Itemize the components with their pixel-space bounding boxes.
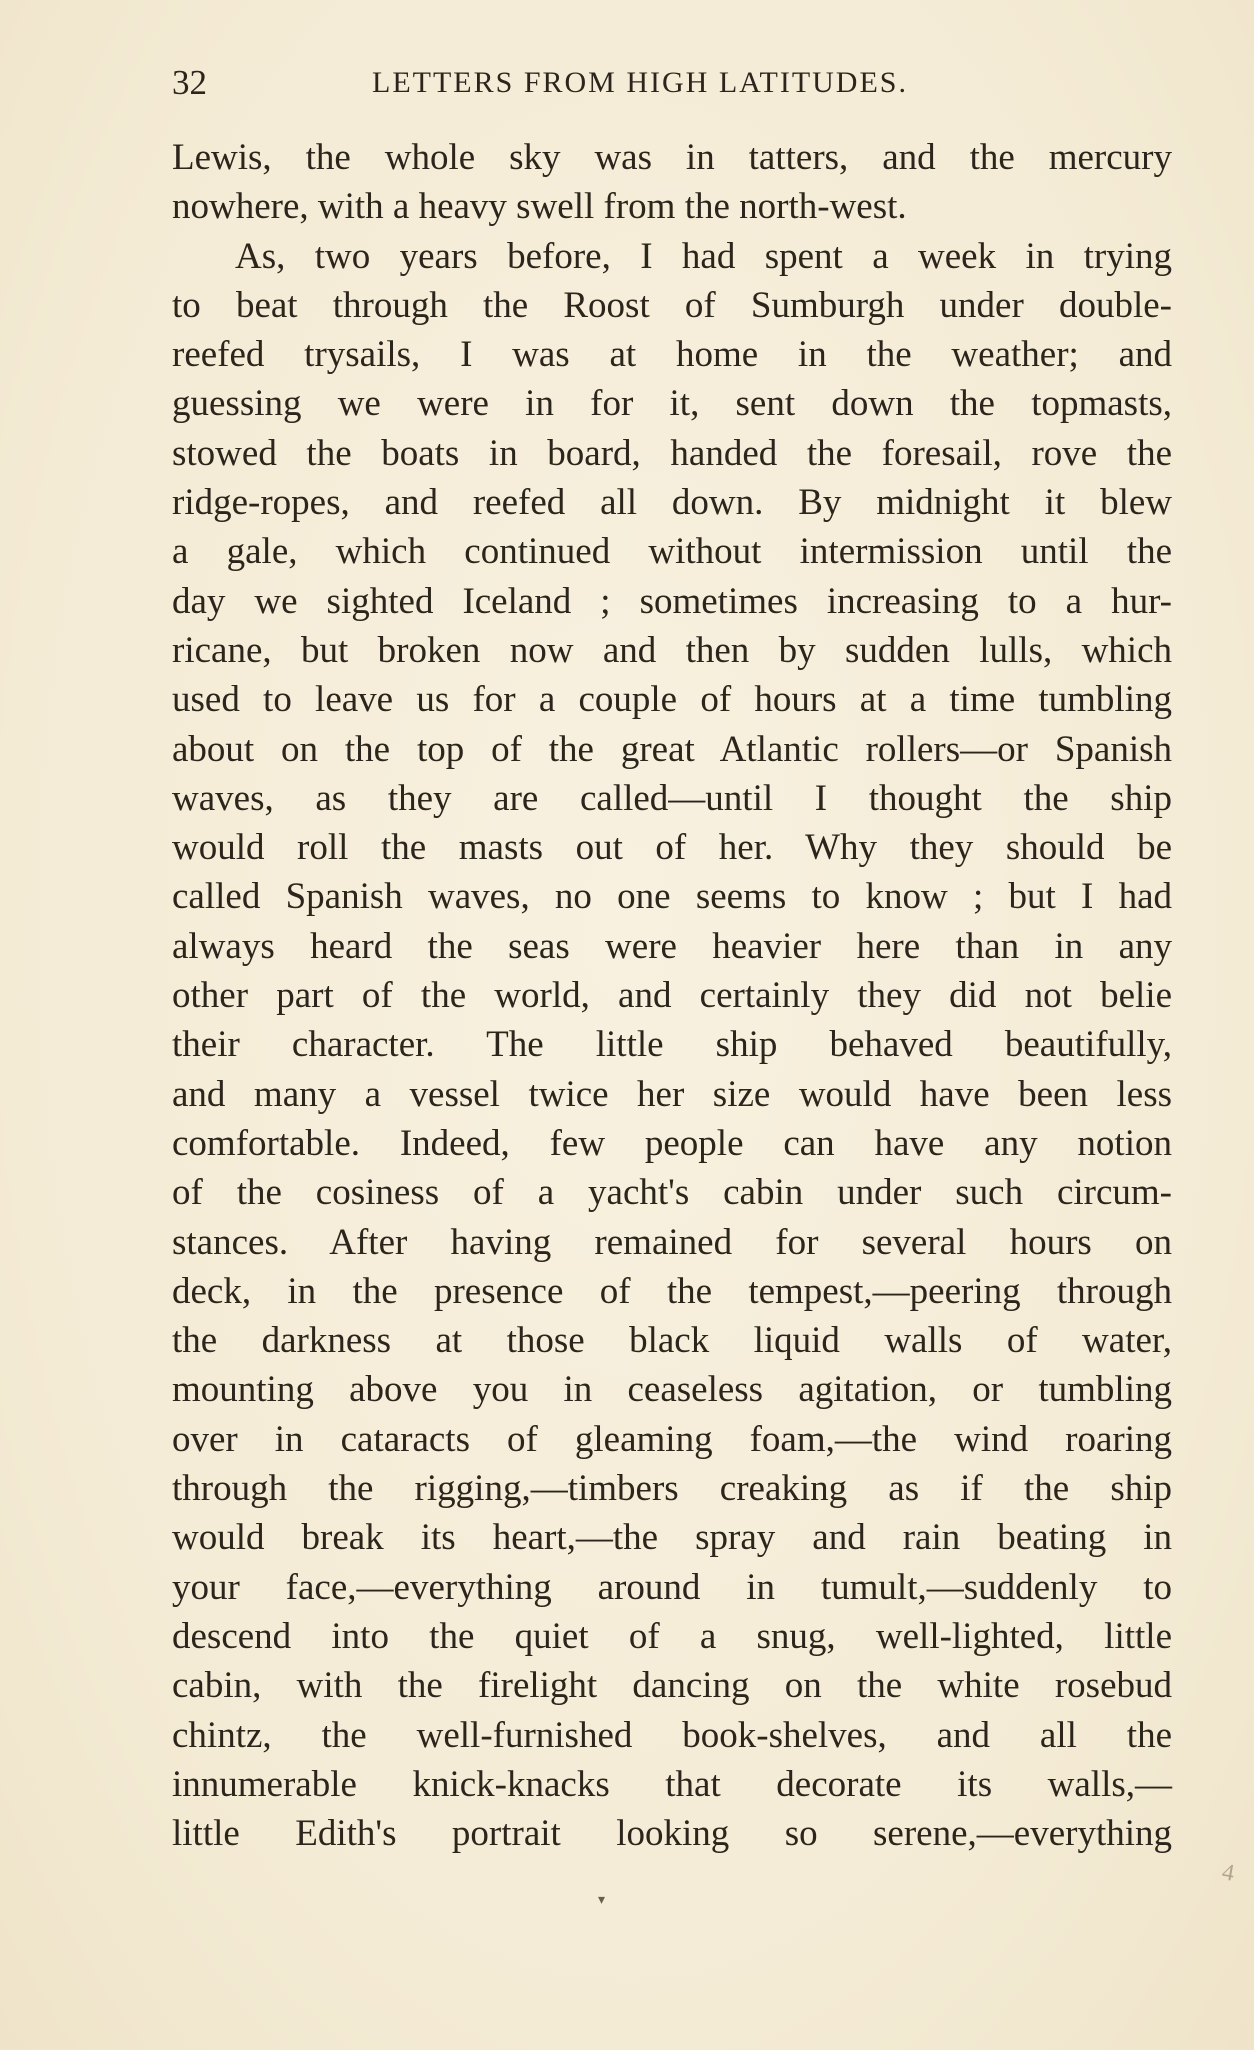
text-line: waves, as they are called—until I thought the ship <box>172 777 1172 819</box>
text-line: chintz, the well-furnished book-shelves, and all the <box>172 1714 1172 1756</box>
text-line: cabin, with the firelight dancing on the white rosebud <box>172 1665 1172 1707</box>
text-line: As, two years before, I had spent a week in trying <box>235 235 1172 277</box>
text-line: the darkness at those black liquid walls of water, <box>172 1320 1172 1362</box>
text-line: to beat through the Roost of Sumburgh under double- <box>172 284 1172 326</box>
text-line: would break its heart,—the spray and rain beating in <box>172 1517 1172 1559</box>
text-line: about on the top of the great Atlantic rollers—or Spanish <box>172 728 1172 770</box>
text-line: always heard the seas were heavier here than in any <box>172 925 1172 967</box>
text-line: ridge-ropes, and reefed all down. By midnight it blew <box>172 482 1172 524</box>
text-line: called Spanish waves, no one seems to know ; but I had <box>172 876 1172 918</box>
text-line: stowed the boats in board, handed the foresail, rove the <box>172 432 1172 474</box>
text-line: deck, in the presence of the tempest,—peering through <box>172 1270 1172 1312</box>
text-line: Lewis, the whole sky was in tatters, and the mercury <box>172 137 1172 178</box>
running-head <box>172 58 1172 108</box>
text-line: of the cosiness of a yacht's cabin under such circum- <box>172 1172 1172 1214</box>
text-line: stances. After having remained for several hours on <box>172 1221 1172 1263</box>
text-line: used to leave us for a couple of hours at a time tumbling <box>172 679 1172 721</box>
text-line: guessing we were in for it, sent down the topmasts, <box>172 383 1172 425</box>
text-line: other part of the world, and certainly they did not belie <box>172 975 1172 1017</box>
body-text <box>172 133 1172 1858</box>
page-number: 32 <box>172 63 207 102</box>
printer-ornament: ▾ <box>598 1892 606 1908</box>
text-line: little Edith's portrait looking so serene,—everything <box>172 1813 1172 1855</box>
text-line: would roll the masts out of her. Why they should be <box>172 827 1172 869</box>
text-line: and many a vessel twice her size would have been less <box>172 1073 1172 1115</box>
text-line: comfortable. Indeed, few people can have any notion <box>172 1122 1172 1164</box>
text-line: mounting above you in ceaseless agitation, or tumbling <box>172 1369 1172 1411</box>
text-line: descend into the quiet of a snug, well-lighted, little <box>172 1615 1172 1657</box>
text-line: their character. The little ship behaved beautifully, <box>172 1024 1172 1066</box>
text-line: innumerable knick-knacks that decorate its walls,— <box>172 1763 1172 1805</box>
text-line: your face,—everything around in tumult,—suddenly to <box>172 1566 1172 1608</box>
text-line: through the rigging,—timbers creaking as if the ship <box>172 1468 1172 1510</box>
text-line: reefed trysails, I was at home in the weather; and <box>172 334 1172 376</box>
text-line: day we sighted Iceland ; sometimes increasing to a hur- <box>172 580 1172 622</box>
running-title: LETTERS FROM HIGH LATITUDES. <box>372 66 908 99</box>
corner-mark: 4 <box>1219 1859 1237 1887</box>
text-line: over in cataracts of gleaming foam,—the wind roaring <box>172 1418 1172 1460</box>
text-line: nowhere, with a heavy swell from the north-west. <box>172 186 907 228</box>
text-line: ricane, but broken now and then by sudden lulls, which <box>172 629 1172 671</box>
text-line: a gale, which continued without intermission until the <box>172 531 1172 573</box>
